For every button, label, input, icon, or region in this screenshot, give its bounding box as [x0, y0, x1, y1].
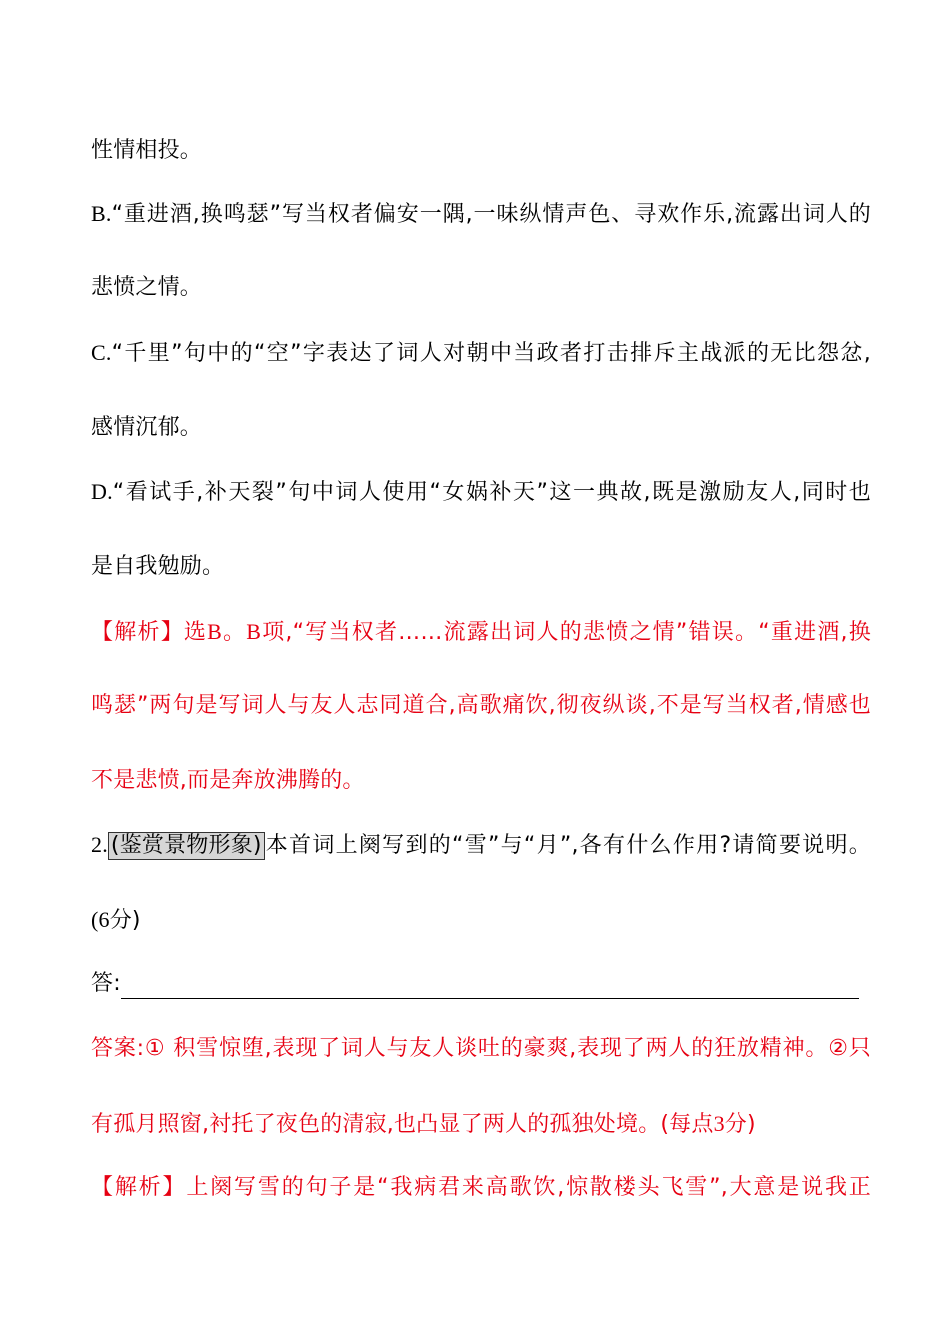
question-type-tag: (鉴赏景物形象)	[108, 832, 265, 860]
option-c	[91, 338, 871, 369]
option-d-label: D.	[91, 479, 113, 504]
option-d-text: “看试手,补天裂”句中词人使用“女娲补天”这一典故,既是激励友人,同时也	[112, 480, 871, 505]
answer-label: 答:	[91, 971, 121, 996]
option-c-label: C.	[91, 340, 112, 365]
analysis-2: 【解析】上阕写雪的句子是“我病君来高歌饮,惊散楼头飞雪”,大意是说我正	[91, 1175, 871, 1200]
option-b	[91, 199, 871, 230]
question-text: 本首词上阕写到的“雪”与“月”,各有什么作用?请简要说明。	[264, 833, 871, 858]
question-2	[91, 830, 871, 861]
option-b-label: B.	[91, 201, 112, 226]
answer-key: 答案:① 积雪惊堕,表现了词人与友人谈吐的豪爽,表现了两人的狂放精神。②只	[91, 1036, 871, 1061]
option-a-continuation: 性情相投。	[91, 138, 203, 163]
analysis-1-line-2: 鸣瑟”两句是写词人与友人志同道合,高歌痛饮,彻夜纵谈,不是写当权者,情感也	[91, 693, 871, 718]
answer-key-line-2: 有孤月照窗,衬托了夜色的清寂,也凸显了两人的孤独处境。(每点3分)	[91, 1111, 756, 1137]
option-d	[91, 477, 871, 508]
analysis-1-line-3: 不是悲愤,而是奔放沸腾的。	[91, 768, 365, 793]
option-b-continuation: 悲愤之情。	[91, 275, 203, 300]
option-b-text: “重进酒,换鸣瑟”写当权者偏安一隅,一味纵情声色、寻欢作乐,流露出词人的	[111, 202, 871, 227]
question-number: 2.	[91, 832, 108, 857]
option-d-continuation: 是自我勉励。	[91, 554, 225, 579]
answer-blank	[91, 969, 871, 999]
question-score: (6分)	[91, 907, 141, 933]
option-c-text: “千里”句中的“空”字表达了词人对朝中当政者打击排斥主战派的无比怨忿,	[111, 341, 871, 366]
answer-line	[121, 974, 859, 999]
option-c-continuation: 感情沉郁。	[91, 415, 203, 440]
analysis-1: 【解析】选B。B项,“写当权者……流露出词人的悲愤之情”错误。“重进酒,换	[91, 619, 871, 645]
